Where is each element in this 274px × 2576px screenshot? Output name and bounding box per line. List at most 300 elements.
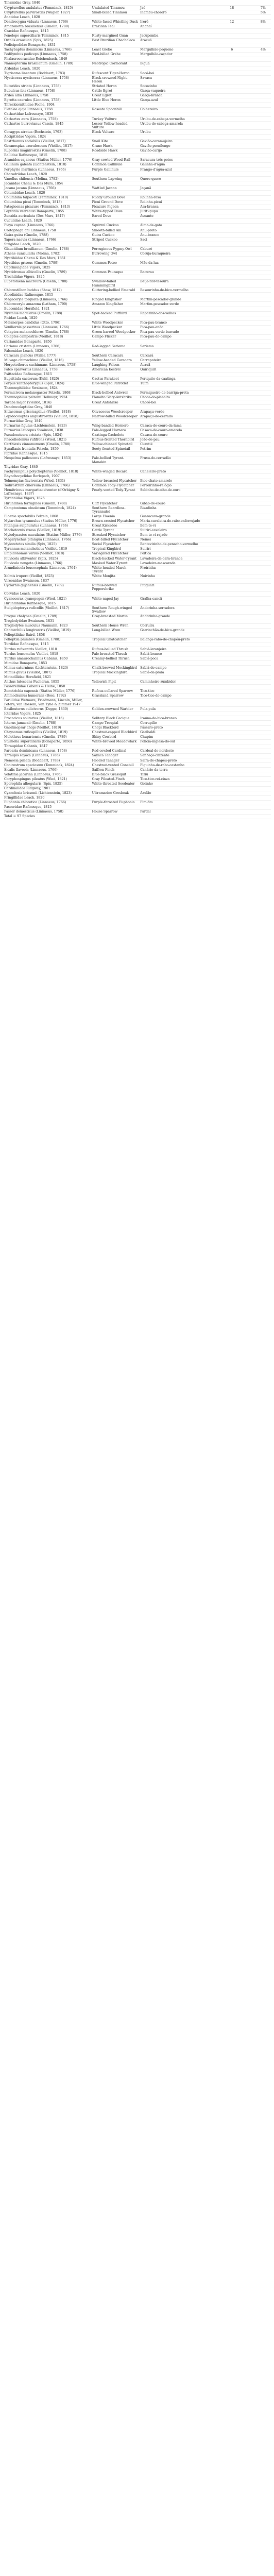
count-a-cell: [224, 195, 239, 200]
scientific-name-cell: Myiodynastes maculatus (Statius Müller, 1776): [3, 533, 91, 537]
count-b-cell: [239, 205, 255, 209]
scientific-name-cell: Myiarchus tyrannulus (Statius Müller, 1776): [3, 519, 91, 523]
scientific-name-cell: Eupetomena macroura (Gmelin, 1788): [3, 279, 91, 287]
frequency-cell: [255, 744, 271, 749]
count-a-cell: [224, 721, 239, 725]
count-a-cell: [224, 684, 239, 689]
english-name-cell: Large Elaenia: [91, 514, 140, 519]
scientific-name-cell: Conirostrum speciosum (Temminck, 1824): [3, 763, 91, 768]
english-name-cell: Small-billed Tinamou: [91, 10, 140, 15]
english-name-cell: [91, 43, 140, 47]
portuguese-name-cell: Mãe-da-lua: [139, 261, 224, 265]
table-row: [3, 698, 271, 706]
frequency-cell: [255, 33, 271, 38]
count-a-cell: [224, 209, 239, 214]
count-a-cell: [224, 340, 239, 344]
count-b-cell: [239, 725, 255, 730]
count-a-cell: [224, 381, 239, 386]
count-a-cell: [224, 153, 239, 158]
frequency-cell: [255, 795, 271, 800]
english-name-cell: Southern Lapwing: [91, 177, 140, 181]
count-b-cell: [239, 20, 255, 24]
scientific-name-cell: Megaceryle torquata (Linnaeus, 1766): [3, 297, 91, 302]
portuguese-name-cell: Garça-branca: [139, 93, 224, 98]
frequency-cell: [255, 139, 271, 144]
scientific-name-cell: Turdus rufiventris Vieillot, 1818: [3, 647, 91, 652]
portuguese-name-cell: Gibão-de-couro: [139, 501, 224, 506]
frequency-cell: [255, 652, 271, 656]
table-row: [3, 316, 271, 320]
table-row: [3, 782, 271, 786]
frequency-cell: [255, 496, 271, 501]
portuguese-name-cell: [139, 191, 224, 195]
count-a-cell: [224, 606, 239, 614]
count-b-cell: [239, 809, 255, 814]
frequency-cell: [255, 465, 271, 469]
frequency-cell: [255, 542, 271, 547]
count-a-cell: [224, 71, 239, 76]
english-name-cell: Purple Gallinule: [91, 167, 140, 172]
english-name-cell: Swallow-tailed Hummingbird: [91, 279, 140, 287]
scientific-name-cell: Rhynchocyclidae Berlepsch, 1907: [3, 474, 91, 479]
english-name-cell: Southern Caracara: [91, 353, 140, 358]
scientific-name-cell: Certhiaxis cinnamomeus (Gmelin, 1788): [3, 442, 91, 447]
english-name-cell: [91, 293, 140, 297]
scientific-name-cell: Eupsittula cactorum (Kuhl, 1820): [3, 377, 91, 381]
portuguese-name-cell: [139, 66, 224, 71]
english-name-cell: Yellow-chinned Spinetail: [91, 442, 140, 447]
count-b-cell: [239, 601, 255, 606]
english-name-cell: Southern Beardless-Tyrannulet: [91, 506, 140, 514]
count-a-cell: [224, 809, 239, 814]
english-name-cell: [91, 579, 140, 583]
count-a-cell: 12: [224, 20, 239, 24]
table-row: [3, 547, 271, 551]
english-name-cell: Black-crowned Night-Heron: [91, 76, 140, 84]
frequency-cell: [255, 62, 271, 66]
scientific-name-cell: Tolmomyias flaviventris (Wied, 1831): [3, 479, 91, 483]
count-a-cell: [224, 238, 239, 242]
portuguese-name-cell: Casaca-de-couro: [139, 433, 224, 437]
portuguese-name-cell: Canário-da-terra: [139, 768, 224, 772]
count-a-cell: [224, 433, 239, 437]
count-b-cell: [239, 325, 255, 330]
frequency-cell: [255, 191, 271, 195]
portuguese-name-cell: [139, 465, 224, 469]
frequency-cell: [255, 302, 271, 307]
english-name-cell: Yellow-headed Caracara: [91, 358, 140, 363]
count-b-cell: [239, 381, 255, 386]
portuguese-name-cell: [139, 256, 224, 261]
frequency-cell: [255, 344, 271, 349]
count-b-cell: [239, 84, 255, 89]
count-b-cell: [239, 275, 255, 279]
english-name-cell: Black Vulture: [91, 130, 140, 134]
scientific-name-cell: Furnarius leucopus Swainson, 1838: [3, 428, 91, 433]
scientific-name-cell: Veniliornis passerinus (Linnaeus, 1766): [3, 325, 91, 330]
count-a-cell: [224, 410, 239, 414]
table-row: [3, 488, 271, 496]
count-a-cell: [224, 330, 239, 334]
count-b-cell: [239, 43, 255, 47]
count-b-cell: [239, 744, 255, 749]
scientific-name-cell: Columbina picui (Temminck, 1813): [3, 200, 91, 205]
frequency-cell: [255, 693, 271, 698]
english-name-cell: [91, 642, 140, 647]
frequency-cell: [255, 519, 271, 523]
english-name-cell: Tropical Kingbird: [91, 547, 140, 551]
english-name-cell: [91, 451, 140, 456]
english-name-cell: [91, 103, 140, 107]
count-b-cell: [239, 256, 255, 261]
scientific-name-cell: Myiozetetes similis (Spix, 1825): [3, 542, 91, 547]
frequency-cell: [255, 214, 271, 218]
portuguese-name-cell: Asa-branca: [139, 205, 224, 209]
portuguese-name-cell: Polícia-inglesa-do-sul: [139, 739, 224, 744]
scientific-name-cell: Aramides cajaneus (Statius Müller, 1776): [3, 158, 91, 162]
scientific-name-cell: Stelgidopteryx ruficollis (Vieillot, 1817): [3, 606, 91, 614]
table-row: [3, 501, 271, 506]
count-b-cell: [239, 228, 255, 233]
english-name-cell: [91, 601, 140, 606]
frequency-cell: [255, 680, 271, 684]
frequency-cell: [255, 474, 271, 479]
scientific-name-cell: Alcedinidae Rafinesque, 1815: [3, 293, 91, 297]
count-b-cell: [239, 423, 255, 428]
frequency-cell: [255, 265, 271, 270]
scientific-name-cell: Elaenia spectabilis Pelzeln, 1868: [3, 514, 91, 519]
portuguese-name-cell: [139, 15, 224, 20]
table-row: [3, 76, 271, 84]
scientific-name-cell: Threskiornithidae Poche, 1904: [3, 103, 91, 107]
frequency-cell: [255, 167, 271, 172]
count-a-cell: [224, 735, 239, 739]
scientific-name-cell: Tityridae Gray, 1840: [3, 465, 91, 469]
count-b-cell: [239, 619, 255, 623]
frequency-cell: [255, 349, 271, 353]
scientific-name-cell: Cyclarhis gujanensis (Gmelin, 1789): [3, 583, 91, 591]
portuguese-name-cell: [139, 57, 224, 61]
count-a-cell: [224, 233, 239, 238]
table-row: [3, 456, 271, 465]
scientific-name-cell: Icteridae Vigors, 1825: [3, 711, 91, 716]
table-row: [3, 739, 271, 744]
count-b-cell: [239, 514, 255, 519]
count-a-cell: [224, 782, 239, 786]
count-a-cell: [224, 167, 239, 172]
count-a-cell: [224, 800, 239, 805]
scientific-name-cell: Rupornis magnirostris (Gmelin, 1788): [3, 148, 91, 153]
count-b-cell: [239, 33, 255, 38]
count-a-cell: [224, 791, 239, 795]
frequency-cell: [255, 251, 271, 256]
portuguese-name-cell: Urubu: [139, 130, 224, 134]
count-b-cell: [239, 606, 255, 614]
table-row: [3, 20, 271, 24]
scientific-name-cell: Formicivora melanogaster Pelzeln, 1868: [3, 391, 91, 395]
table-row: [3, 89, 271, 93]
frequency-cell: [255, 117, 271, 122]
scientific-name-cell: Hirundinea ferruginea (Gmelin, 1788): [3, 501, 91, 506]
portuguese-name-cell: Suiriri: [139, 547, 224, 551]
scientific-name-cell: Trochilidae Vigors, 1825: [3, 275, 91, 279]
table-row: [3, 533, 271, 537]
frequency-cell: [255, 144, 271, 148]
scientific-name-cell: Mimus gilvus (Vieillot, 1807): [3, 670, 91, 675]
frequency-cell: [255, 103, 271, 107]
frequency-cell: [255, 661, 271, 666]
count-a-cell: [224, 363, 239, 367]
scientific-name-cell: Picidae Leach, 1820: [3, 316, 91, 320]
portuguese-name-cell: [139, 419, 224, 423]
count-a-cell: [224, 43, 239, 47]
frequency-cell: [255, 547, 271, 551]
english-name-cell: Gray Pileated-Finch: [91, 777, 140, 782]
frequency-cell: [255, 172, 271, 177]
count-a-cell: [224, 479, 239, 483]
frequency-cell: [255, 320, 271, 325]
table-row: [3, 437, 271, 442]
frequency-cell: [255, 506, 271, 514]
scientific-name-cell: Dendrocygna viduata (Linnaeus, 1766): [3, 20, 91, 24]
frequency-cell: [255, 130, 271, 134]
scientific-name-cell: Patagioenas picazuro (Temminck, 1813): [3, 205, 91, 209]
frequency-cell: [255, 84, 271, 89]
portuguese-name-cell: Quero-quero: [139, 177, 224, 181]
english-name-cell: Ringed Kingfisher: [91, 297, 140, 302]
frequency-cell: [255, 419, 271, 423]
count-b-cell: [239, 437, 255, 442]
english-name-cell: Blue-winged Parrotlet: [91, 381, 140, 386]
scientific-name-cell: Butorides striata (Linnaeus, 1758): [3, 84, 91, 89]
portuguese-name-cell: [139, 711, 224, 716]
table-row: [3, 238, 271, 242]
count-b-cell: [239, 652, 255, 656]
count-a-cell: [224, 24, 239, 29]
portuguese-name-cell: Tiziu: [139, 772, 224, 777]
portuguese-name-cell: Colhereiro: [139, 107, 224, 112]
scientific-name-cell: Cardinalidae Ridgway, 1901: [3, 786, 91, 791]
count-b-cell: [239, 711, 255, 716]
count-b-cell: [239, 162, 255, 167]
count-b-cell: [239, 391, 255, 395]
table-row: [3, 469, 271, 474]
table-row: [3, 410, 271, 414]
frequency-cell: [255, 721, 271, 725]
count-b-cell: [239, 386, 255, 391]
frequency-cell: [255, 791, 271, 795]
portuguese-name-cell: [139, 1, 224, 6]
portuguese-name-cell: [139, 642, 224, 647]
frequency-cell: [255, 768, 271, 772]
portuguese-name-cell: Garça-vaqueira: [139, 89, 224, 93]
count-a-cell: [224, 228, 239, 233]
table-row: [3, 247, 271, 251]
frequency-cell: [255, 112, 271, 117]
count-b-cell: [239, 218, 255, 223]
count-b-cell: [239, 107, 255, 112]
english-name-cell: Creamy-bellied Thrush: [91, 656, 140, 661]
frequency-cell: [255, 400, 271, 405]
count-a-cell: [224, 414, 239, 419]
count-b-cell: [239, 214, 255, 218]
table-row: [3, 391, 271, 395]
count-a-cell: [224, 744, 239, 749]
portuguese-name-cell: Sebinho-de-olho-de-ouro: [139, 488, 224, 496]
scientific-name-cell: Podilymbus podiceps (Linnaeus, 1758): [3, 52, 91, 57]
frequency-cell: [255, 270, 271, 275]
scientific-name-cell: Nyctibius griseus (Gmelin, 1789): [3, 261, 91, 265]
count-b-cell: [239, 242, 255, 247]
english-name-cell: Roadside Hawk: [91, 148, 140, 153]
count-a-cell: [224, 62, 239, 66]
portuguese-name-cell: [139, 242, 224, 247]
portuguese-name-cell: Biguá: [139, 62, 224, 66]
frequency-cell: [255, 330, 271, 334]
portuguese-name-cell: Petrim: [139, 447, 224, 451]
english-name-cell: Turkey Vulture: [91, 117, 140, 122]
portuguese-name-cell: [139, 29, 224, 33]
count-b-cell: [239, 753, 255, 758]
count-b-cell: [239, 447, 255, 451]
scientific-name-cell: Crotophaga ani Linnaeus, 1758: [3, 228, 91, 233]
english-name-cell: White-faced Whistling-Duck: [91, 20, 140, 24]
portuguese-name-cell: Avoante: [139, 214, 224, 218]
english-name-cell: Striped Cuckoo: [91, 238, 140, 242]
scientific-name-cell: Hirundinidae Rafinesque, 1815: [3, 601, 91, 606]
table-row: [3, 340, 271, 344]
portuguese-name-cell: [139, 153, 224, 158]
count-b-cell: [239, 735, 255, 739]
count-b-cell: [239, 251, 255, 256]
scientific-name-cell: Cuculidae Leach, 1820: [3, 218, 91, 223]
count-a-cell: [224, 566, 239, 574]
count-a-cell: [224, 302, 239, 307]
scientific-name-cell: Tapera naevia (Linnaeus, 1766): [3, 238, 91, 242]
english-name-cell: Caatinga Cacholote: [91, 433, 140, 437]
portuguese-name-cell: Juriti-pupu: [139, 209, 224, 214]
frequency-cell: [255, 735, 271, 739]
english-name-cell: Sooty-fronted Spinetail: [91, 447, 140, 451]
frequency-cell: [255, 98, 271, 103]
count-b-cell: [239, 552, 255, 556]
scientific-name-cell: Athene cunicularia (Molina, 1782): [3, 251, 91, 256]
frequency-cell: [255, 391, 271, 395]
portuguese-name-cell: [139, 601, 224, 606]
count-b-cell: [239, 647, 255, 652]
portuguese-name-cell: [139, 103, 224, 107]
frequency-cell: [255, 275, 271, 279]
scientific-name-cell: Sturnella superciliaris (Bonaparte, 1850): [3, 739, 91, 744]
table-row: [3, 10, 271, 15]
scientific-name-cell: Total = 97 Species: [3, 815, 91, 819]
count-b-cell: [239, 483, 255, 488]
count-a-cell: [224, 98, 239, 103]
scientific-name-cell: Ardea alba Linnaeus, 1758: [3, 93, 91, 98]
scientific-name-cell: Coryphospingus pileatus (Wied, 1821): [3, 777, 91, 782]
scientific-name-cell: Geranospiza caerulescens (Vieillot, 1817): [3, 144, 91, 148]
portuguese-name-cell: [139, 349, 224, 353]
portuguese-name-cell: Maria-cavaleira-de-rabo-enferrujado: [139, 519, 224, 523]
table-row: [3, 275, 271, 279]
count-a-cell: [224, 647, 239, 652]
frequency-cell: [255, 597, 271, 601]
portuguese-name-cell: Arapaçu-de-cerrado: [139, 414, 224, 419]
count-b-cell: [239, 707, 255, 711]
frequency-cell: [255, 297, 271, 302]
scientific-name-cell: Cariamidae Bonaparte, 1850: [3, 340, 91, 344]
count-b-cell: [239, 661, 255, 666]
table-row: [3, 279, 271, 287]
count-a-cell: [224, 519, 239, 523]
english-name-cell: Picazuro Pigeon: [91, 205, 140, 209]
english-name-cell: Least Grebe: [91, 47, 140, 52]
scientific-name-cell: Rallidae Rafinesque, 1815: [3, 153, 91, 158]
english-name-cell: [91, 1, 140, 6]
english-name-cell: Great Egret: [91, 93, 140, 98]
species-table-body: [3, 1, 271, 819]
count-b-cell: [239, 772, 255, 777]
table-row: [3, 730, 271, 735]
english-name-cell: Chestnut-vented Conebill: [91, 763, 140, 768]
portuguese-name-cell: Sabiá-da-praia: [139, 670, 224, 675]
table-row: [3, 483, 271, 488]
portuguese-name-cell: Garrinchão-de-bico-grande: [139, 628, 224, 633]
portuguese-name-cell: Beija-flor-tesoura: [139, 279, 224, 287]
table-row: [3, 809, 271, 814]
table-row: [3, 186, 271, 191]
count-a-cell: [224, 474, 239, 479]
count-a-cell: [224, 181, 239, 186]
count-b-cell: [239, 633, 255, 637]
english-name-cell: Crane Hawk: [91, 144, 140, 148]
scientific-name-cell: Forpus xanthopterygius (Spix, 1824): [3, 381, 91, 386]
count-a-cell: [224, 66, 239, 71]
frequency-cell: [255, 242, 271, 247]
table-row: [3, 680, 271, 684]
count-b-cell: [239, 297, 255, 302]
frequency-cell: [255, 763, 271, 768]
scientific-name-cell: Pitangus sulphuratus (Linnaeus, 1766): [3, 523, 91, 528]
table-row: [3, 666, 271, 670]
table-row: [3, 134, 271, 139]
count-b-cell: [239, 786, 255, 791]
count-a-cell: [224, 200, 239, 205]
table-row: [3, 583, 271, 591]
table-row: [3, 684, 271, 689]
count-b-cell: [239, 279, 255, 287]
count-b-cell: [239, 372, 255, 377]
portuguese-name-cell: Jaó: [139, 6, 224, 10]
english-name-cell: [91, 153, 140, 158]
count-a-cell: [224, 117, 239, 122]
count-b-cell: [239, 24, 255, 29]
scientific-name-cell: Progne chalybea (Gmelin, 1789): [3, 614, 91, 619]
portuguese-name-cell: Choca-do-planalto: [139, 396, 224, 400]
count-b-cell: [239, 112, 255, 117]
count-a-cell: [224, 139, 239, 144]
portuguese-name-cell: Inambu-chororó: [139, 10, 224, 15]
portuguese-name-cell: [139, 43, 224, 47]
portuguese-name-cell: [139, 496, 224, 501]
portuguese-name-cell: [139, 619, 224, 623]
count-b-cell: [239, 52, 255, 57]
table-row: [3, 172, 271, 177]
scientific-name-cell: Tachybaptus dominicus (Linnaeus, 1766): [3, 47, 91, 52]
table-row: [3, 205, 271, 209]
table-row: [3, 400, 271, 405]
count-a-cell: [224, 144, 239, 148]
